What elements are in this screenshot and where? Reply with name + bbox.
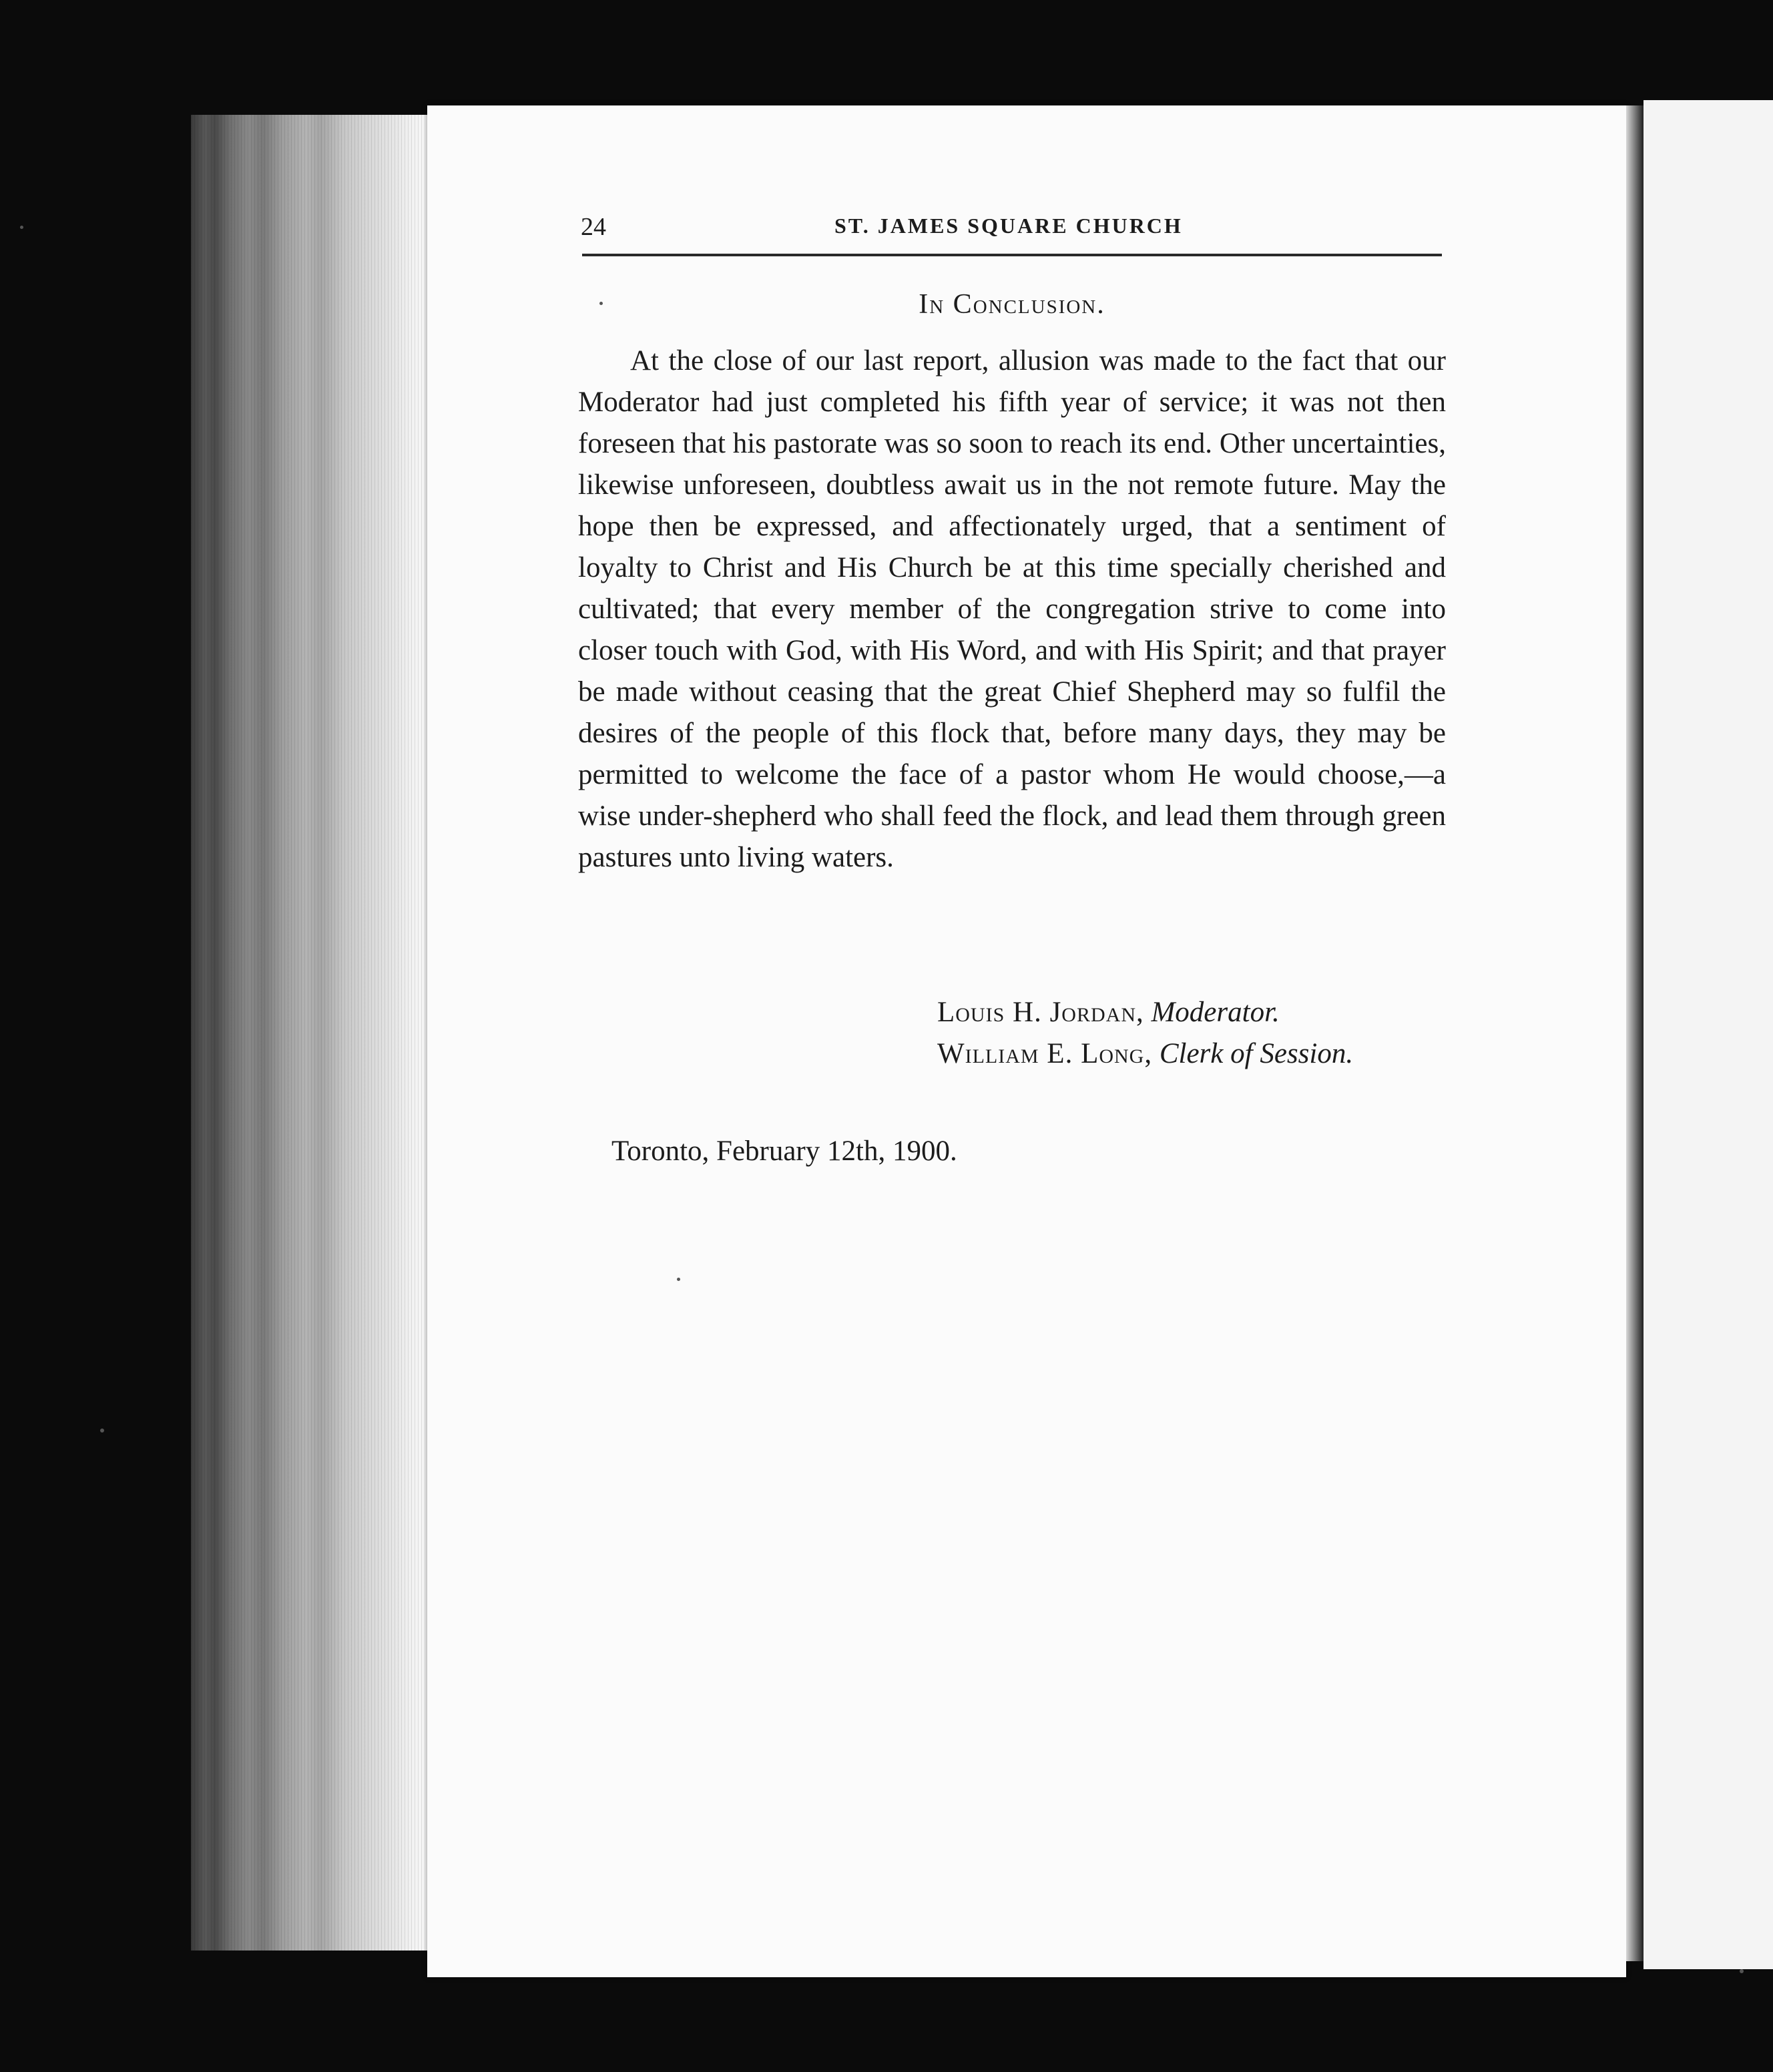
dust-speck: [1740, 1969, 1744, 1973]
page-edges-stack: [191, 115, 431, 1951]
signature-name: William E. Long,: [937, 1038, 1153, 1069]
dust-speck: [677, 1278, 680, 1281]
dust-speck: [20, 226, 23, 229]
section-title: In Conclusion.: [919, 289, 1105, 320]
next-page-edge: [1643, 100, 1773, 1969]
signature-block: [937, 992, 1445, 1075]
signature-role: Moderator.: [1151, 997, 1280, 1028]
page-number: 24: [581, 213, 606, 241]
dateline: Toronto, February 12th, 1900.: [611, 1135, 957, 1167]
dust-speck: [599, 302, 603, 305]
dust-speck: [100, 1429, 104, 1433]
book-gutter: [1626, 105, 1643, 1961]
signature-name: Louis H. Jordan,: [937, 997, 1144, 1028]
body-paragraph: At the close of our last report, allusion was made to the fact that our Moderator had just completed his fifth year of service; it was not then foreseen that his pastorate was so soon to reach its end. Other uncertainties, likewise unforeseen, doubtless await us in the not remote future. May the hope then be expressed, and affectionately urged, that a sentiment of loyalty to Christ and His Church be at this time specially cherished and cultivated; that every member of the congregation strive to come into closer touch with God, with His Word, and with His Spirit; and that prayer be made without ceasing that the great Chief Shepherd may so fulfil the desires of the people of this flock that, before many days, they may be permitted to welcome the face of a pastor whom He would choose,—a wise under-shepherd who shall feed the flock, and lead them through green pastures unto living waters.: [578, 345, 1446, 873]
signature-role: Clerk of Session.: [1159, 1038, 1354, 1069]
running-head: [581, 212, 1442, 252]
running-head-title: ST. JAMES SQUARE CHURCH: [834, 214, 1183, 238]
signature-moderator: [937, 992, 1445, 1033]
signature-clerk: [937, 1033, 1445, 1075]
header-rule: [582, 254, 1442, 256]
